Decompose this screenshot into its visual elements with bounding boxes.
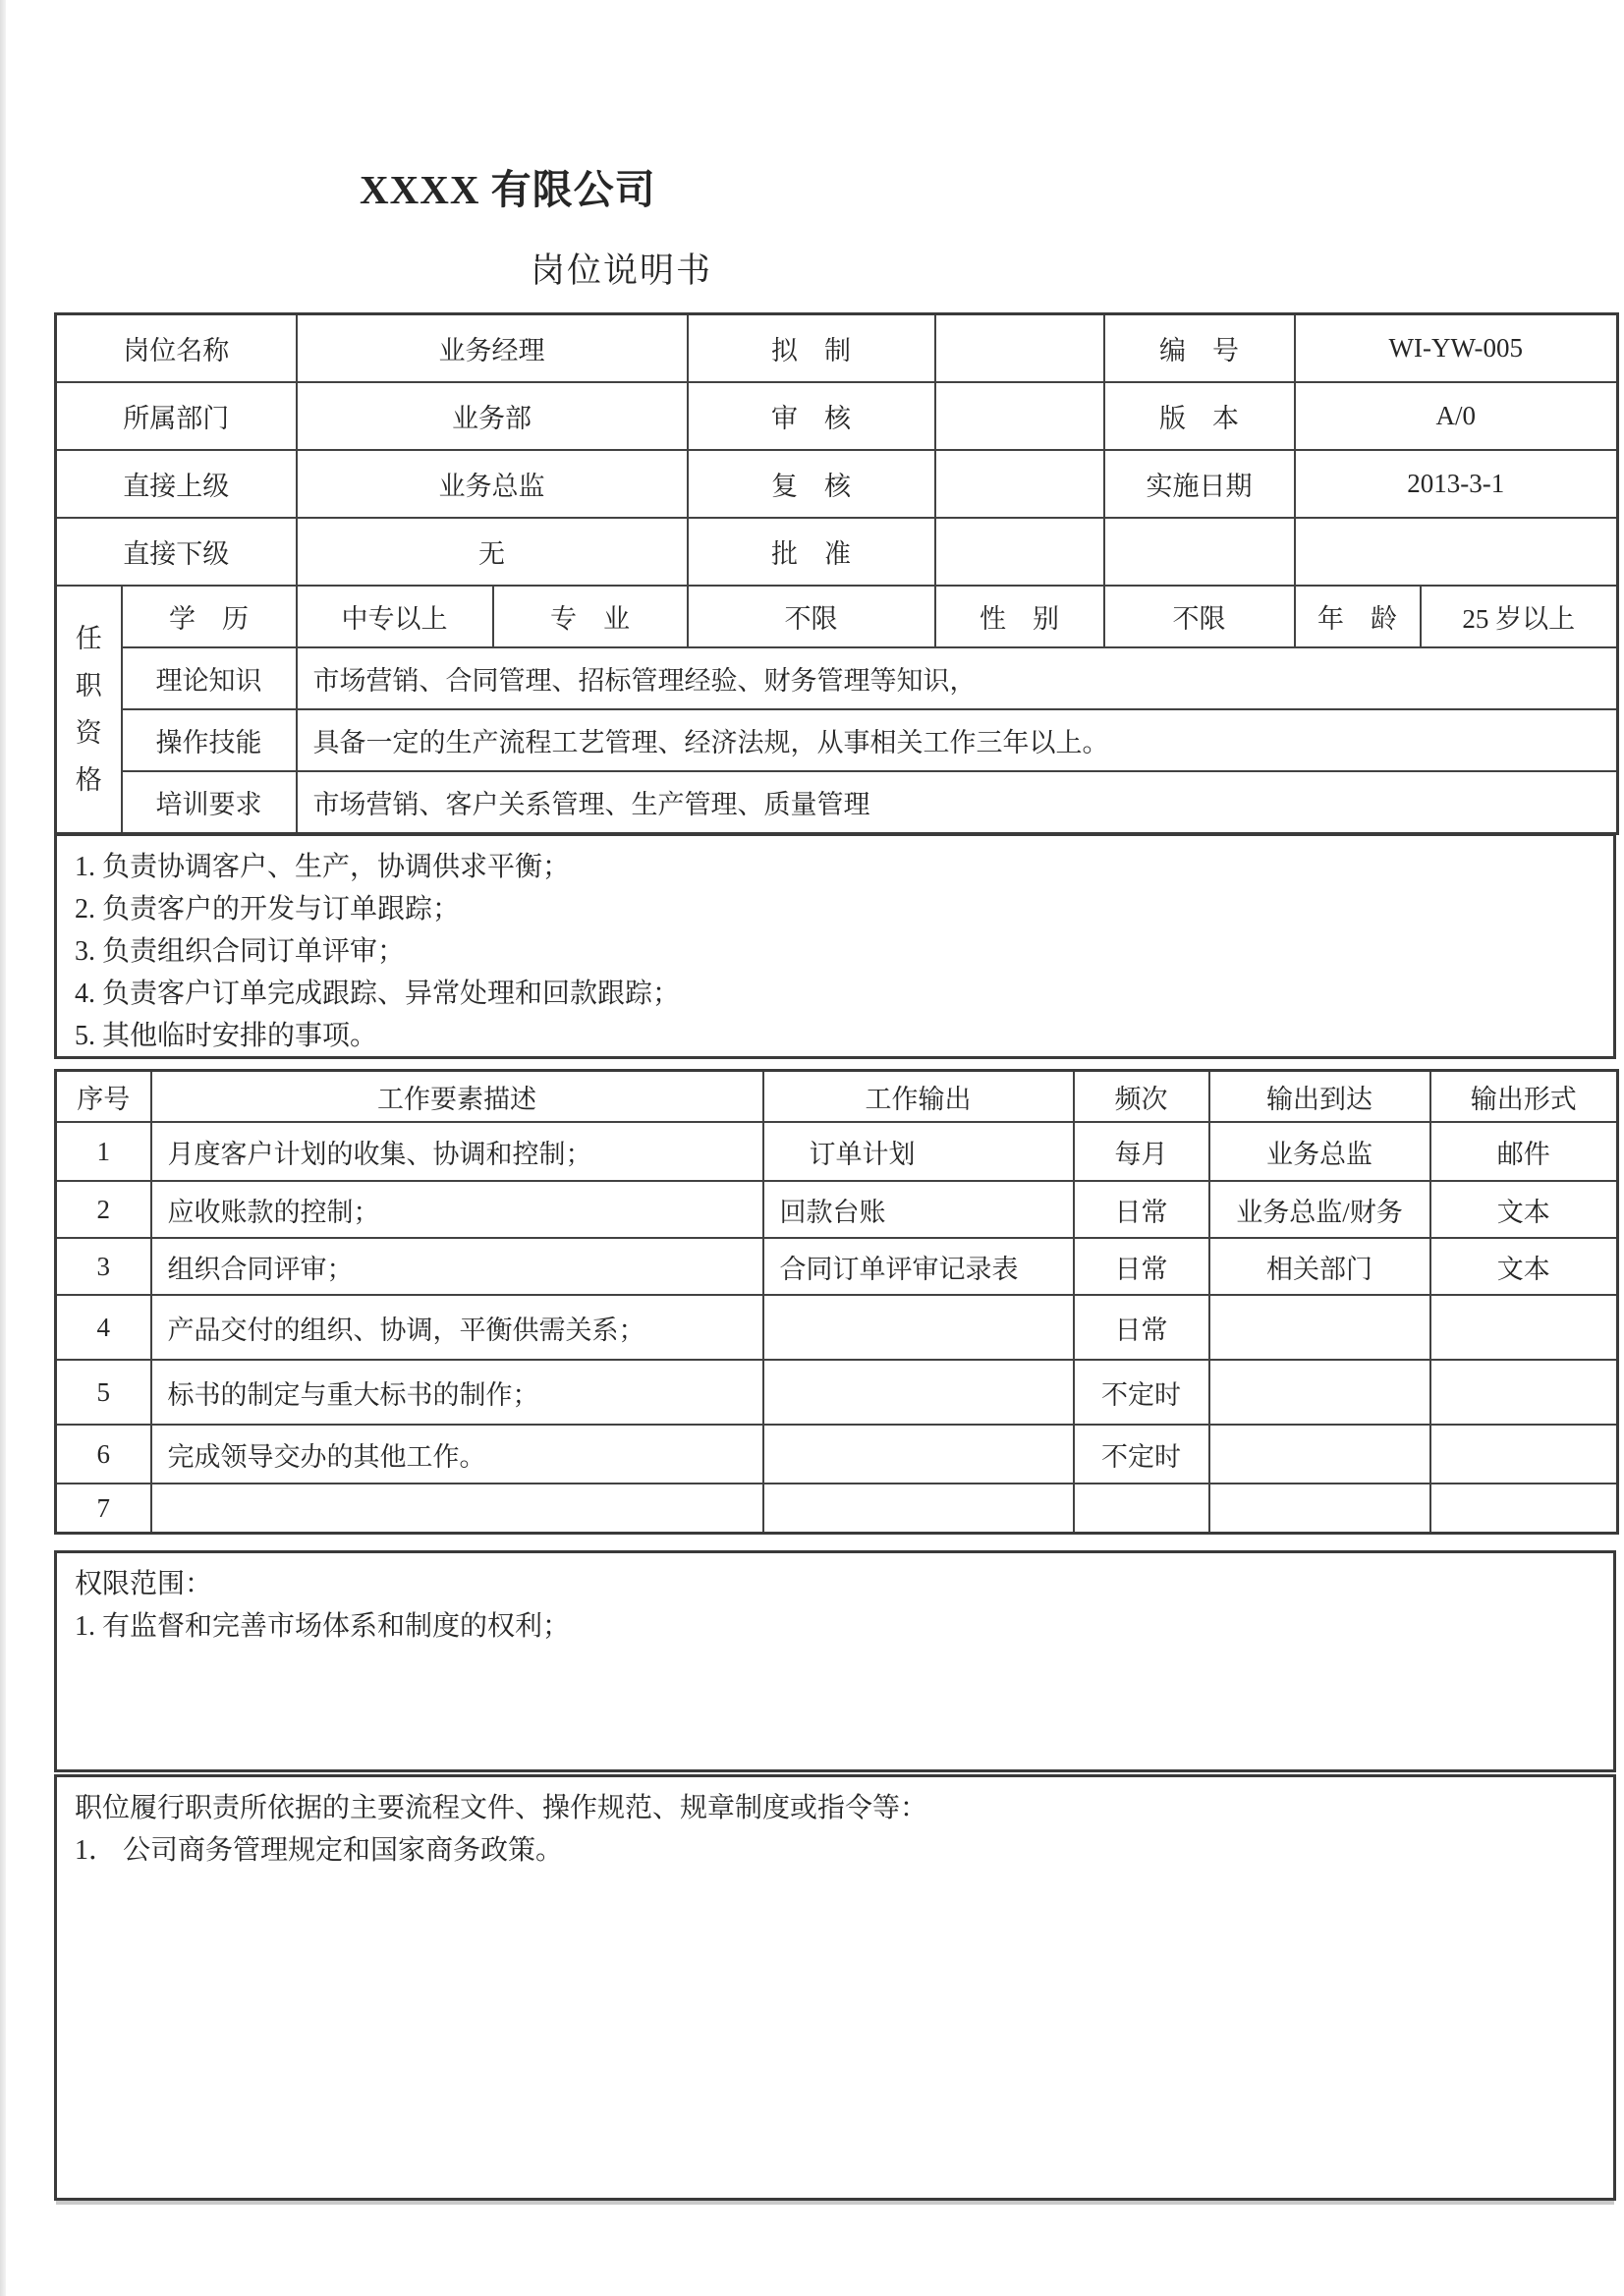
table-row [56, 771, 1618, 834]
row-format: 文本 [1430, 1181, 1618, 1238]
education-label: 学 历 [122, 586, 297, 647]
direct-superior-label: 直接上级 [56, 450, 297, 518]
empty-cell [1104, 518, 1295, 586]
row-no: 2 [56, 1181, 151, 1238]
position-name-value: 业务经理 [297, 314, 688, 383]
drafted-by-value [935, 314, 1104, 383]
table-row [56, 1425, 1618, 1484]
row-description [151, 1484, 763, 1534]
rechecked-by-label: 复 核 [688, 450, 935, 518]
row-destination: 业务总监/财务 [1209, 1181, 1430, 1238]
row-no: 3 [56, 1238, 151, 1295]
row-destination: 相关部门 [1209, 1238, 1430, 1295]
responsibility-item: 4. 负责客户订单完成跟踪、异常处理和回款跟踪； [75, 979, 681, 1009]
row-output [763, 1295, 1074, 1360]
row-destination: 业务总监 [1209, 1122, 1430, 1181]
theory-knowledge-value: 市场营销、合同管理、招标管理经验、财务管理等知识， [297, 647, 1618, 709]
authority-scope-heading: 权限范围： [75, 1569, 213, 1599]
version-value: A/0 [1295, 382, 1618, 450]
rechecked-by-value [935, 450, 1104, 518]
doc-number-label: 编 号 [1104, 314, 1295, 383]
effective-date-label: 实施日期 [1104, 450, 1295, 518]
row-description: 应收账款的控制； [151, 1181, 763, 1238]
table-row [56, 1295, 1618, 1360]
row-format [1430, 1484, 1618, 1534]
row-destination [1209, 1484, 1430, 1534]
responsibility-item: 1. 负责协调客户、生产，协调供求平衡； [75, 852, 571, 882]
row-no: 1 [56, 1122, 151, 1181]
row-frequency: 不定时 [1074, 1360, 1209, 1425]
table-row [56, 586, 1618, 647]
education-value: 中专以上 [297, 586, 493, 647]
row-format: 文本 [1430, 1238, 1618, 1295]
row-no: 7 [56, 1484, 151, 1534]
row-output [763, 1484, 1074, 1534]
row-frequency: 日常 [1074, 1295, 1209, 1360]
col-header-format: 输出形式 [1430, 1071, 1618, 1123]
department-label: 所属部门 [56, 382, 297, 450]
row-output [763, 1360, 1074, 1425]
row-description: 产品交付的组织、协调，平衡供需关系； [151, 1295, 763, 1360]
version-label: 版 本 [1104, 382, 1295, 450]
work-elements-table [54, 1069, 1619, 1535]
table-row [56, 382, 1618, 450]
table-row [56, 1238, 1618, 1295]
table-header-row [56, 1071, 1618, 1123]
col-header-no: 序号 [56, 1071, 151, 1123]
row-frequency: 每月 [1074, 1122, 1209, 1181]
row-description: 完成领导交办的其他工作。 [151, 1425, 763, 1484]
doc-number-value: WI-YW-005 [1295, 314, 1618, 383]
gender-value: 不限 [1104, 586, 1295, 647]
reviewed-by-label: 审 核 [688, 382, 935, 450]
table-row [56, 518, 1618, 586]
table-row [56, 709, 1618, 771]
effective-date-value: 2013-3-1 [1295, 450, 1618, 518]
row-format [1430, 1360, 1618, 1425]
responsibility-item: 3. 负责组织合同订单评审； [75, 936, 406, 967]
operating-skill-value: 具备一定的生产流程工艺管理、经济法规，从事相关工作三年以上。 [297, 709, 1618, 771]
table-row [56, 1360, 1618, 1425]
major-value: 不限 [688, 586, 935, 647]
header-qualification-table [54, 312, 1619, 835]
qualification-group-label: 任职资格 [75, 623, 102, 796]
row-frequency: 日常 [1074, 1181, 1209, 1238]
row-no: 5 [56, 1360, 151, 1425]
basis-documents-section [54, 1774, 1616, 2201]
direct-subordinate-value: 无 [297, 518, 688, 586]
row-output: 订单计划 [763, 1122, 1074, 1181]
basis-documents-item: 1． 公司商务管理规定和国家商务政策。 [75, 1835, 564, 1866]
theory-knowledge-label: 理论知识 [122, 647, 297, 709]
document-title: 岗位说明书 [531, 252, 713, 290]
row-format [1430, 1425, 1618, 1484]
responsibility-item: 2. 负责客户的开发与订单跟踪； [75, 894, 461, 924]
row-destination [1209, 1425, 1430, 1484]
training-requirement-value: 市场营销、客户关系管理、生产管理、质量管理 [297, 771, 1618, 834]
direct-superior-value: 业务总监 [297, 450, 688, 518]
qualification-group-cell [56, 586, 122, 834]
table-row [56, 1181, 1618, 1238]
empty-cell [1295, 518, 1618, 586]
basis-documents-heading: 职位履行职责所依据的主要流程文件、操作规范、规章制度或指令等： [75, 1793, 928, 1823]
row-output [763, 1425, 1074, 1484]
row-no: 6 [56, 1425, 151, 1484]
row-destination [1209, 1360, 1430, 1425]
col-header-description: 工作要素描述 [151, 1071, 763, 1123]
direct-subordinate-label: 直接下级 [56, 518, 297, 586]
row-format: 邮件 [1430, 1122, 1618, 1181]
reviewed-by-value [935, 382, 1104, 450]
training-requirement-label: 培训要求 [122, 771, 297, 834]
table-row [56, 314, 1618, 383]
approved-by-value [935, 518, 1104, 586]
company-title: XXXX 有限公司 [360, 167, 656, 212]
operating-skill-label: 操作技能 [122, 709, 297, 771]
authority-scope-section [54, 1550, 1616, 1772]
major-label: 专 业 [493, 586, 688, 647]
age-value: 25 岁以上 [1421, 586, 1618, 647]
age-label: 年 龄 [1295, 586, 1421, 647]
responsibility-item: 5. 其他临时安排的事项。 [75, 1021, 378, 1051]
drafted-by-label: 拟 制 [688, 314, 935, 383]
col-header-destination: 输出到达 [1209, 1071, 1430, 1123]
gender-label: 性 别 [935, 586, 1104, 647]
col-header-frequency: 频次 [1074, 1071, 1209, 1123]
row-description: 月度客户计划的收集、协调和控制； [151, 1122, 763, 1181]
department-value: 业务部 [297, 382, 688, 450]
authority-scope-item: 1. 有监督和完善市场体系和制度的权利； [75, 1611, 571, 1642]
row-frequency [1074, 1484, 1209, 1534]
row-description: 标书的制定与重大标书的制作； [151, 1360, 763, 1425]
row-frequency: 不定时 [1074, 1425, 1209, 1484]
row-no: 4 [56, 1295, 151, 1360]
row-frequency: 日常 [1074, 1238, 1209, 1295]
row-destination [1209, 1295, 1430, 1360]
col-header-output: 工作输出 [763, 1071, 1074, 1123]
table-row [56, 1484, 1618, 1534]
position-name-label: 岗位名称 [56, 314, 297, 383]
table-row [56, 647, 1618, 709]
row-description: 组织合同评审； [151, 1238, 763, 1295]
responsibilities-section [54, 833, 1616, 1059]
table-row [56, 1122, 1618, 1181]
table-row [56, 450, 1618, 518]
row-output: 合同订单评审记录表 [763, 1238, 1074, 1295]
approved-by-label: 批 准 [688, 518, 935, 586]
row-output: 回款台账 [763, 1181, 1074, 1238]
row-format [1430, 1295, 1618, 1360]
